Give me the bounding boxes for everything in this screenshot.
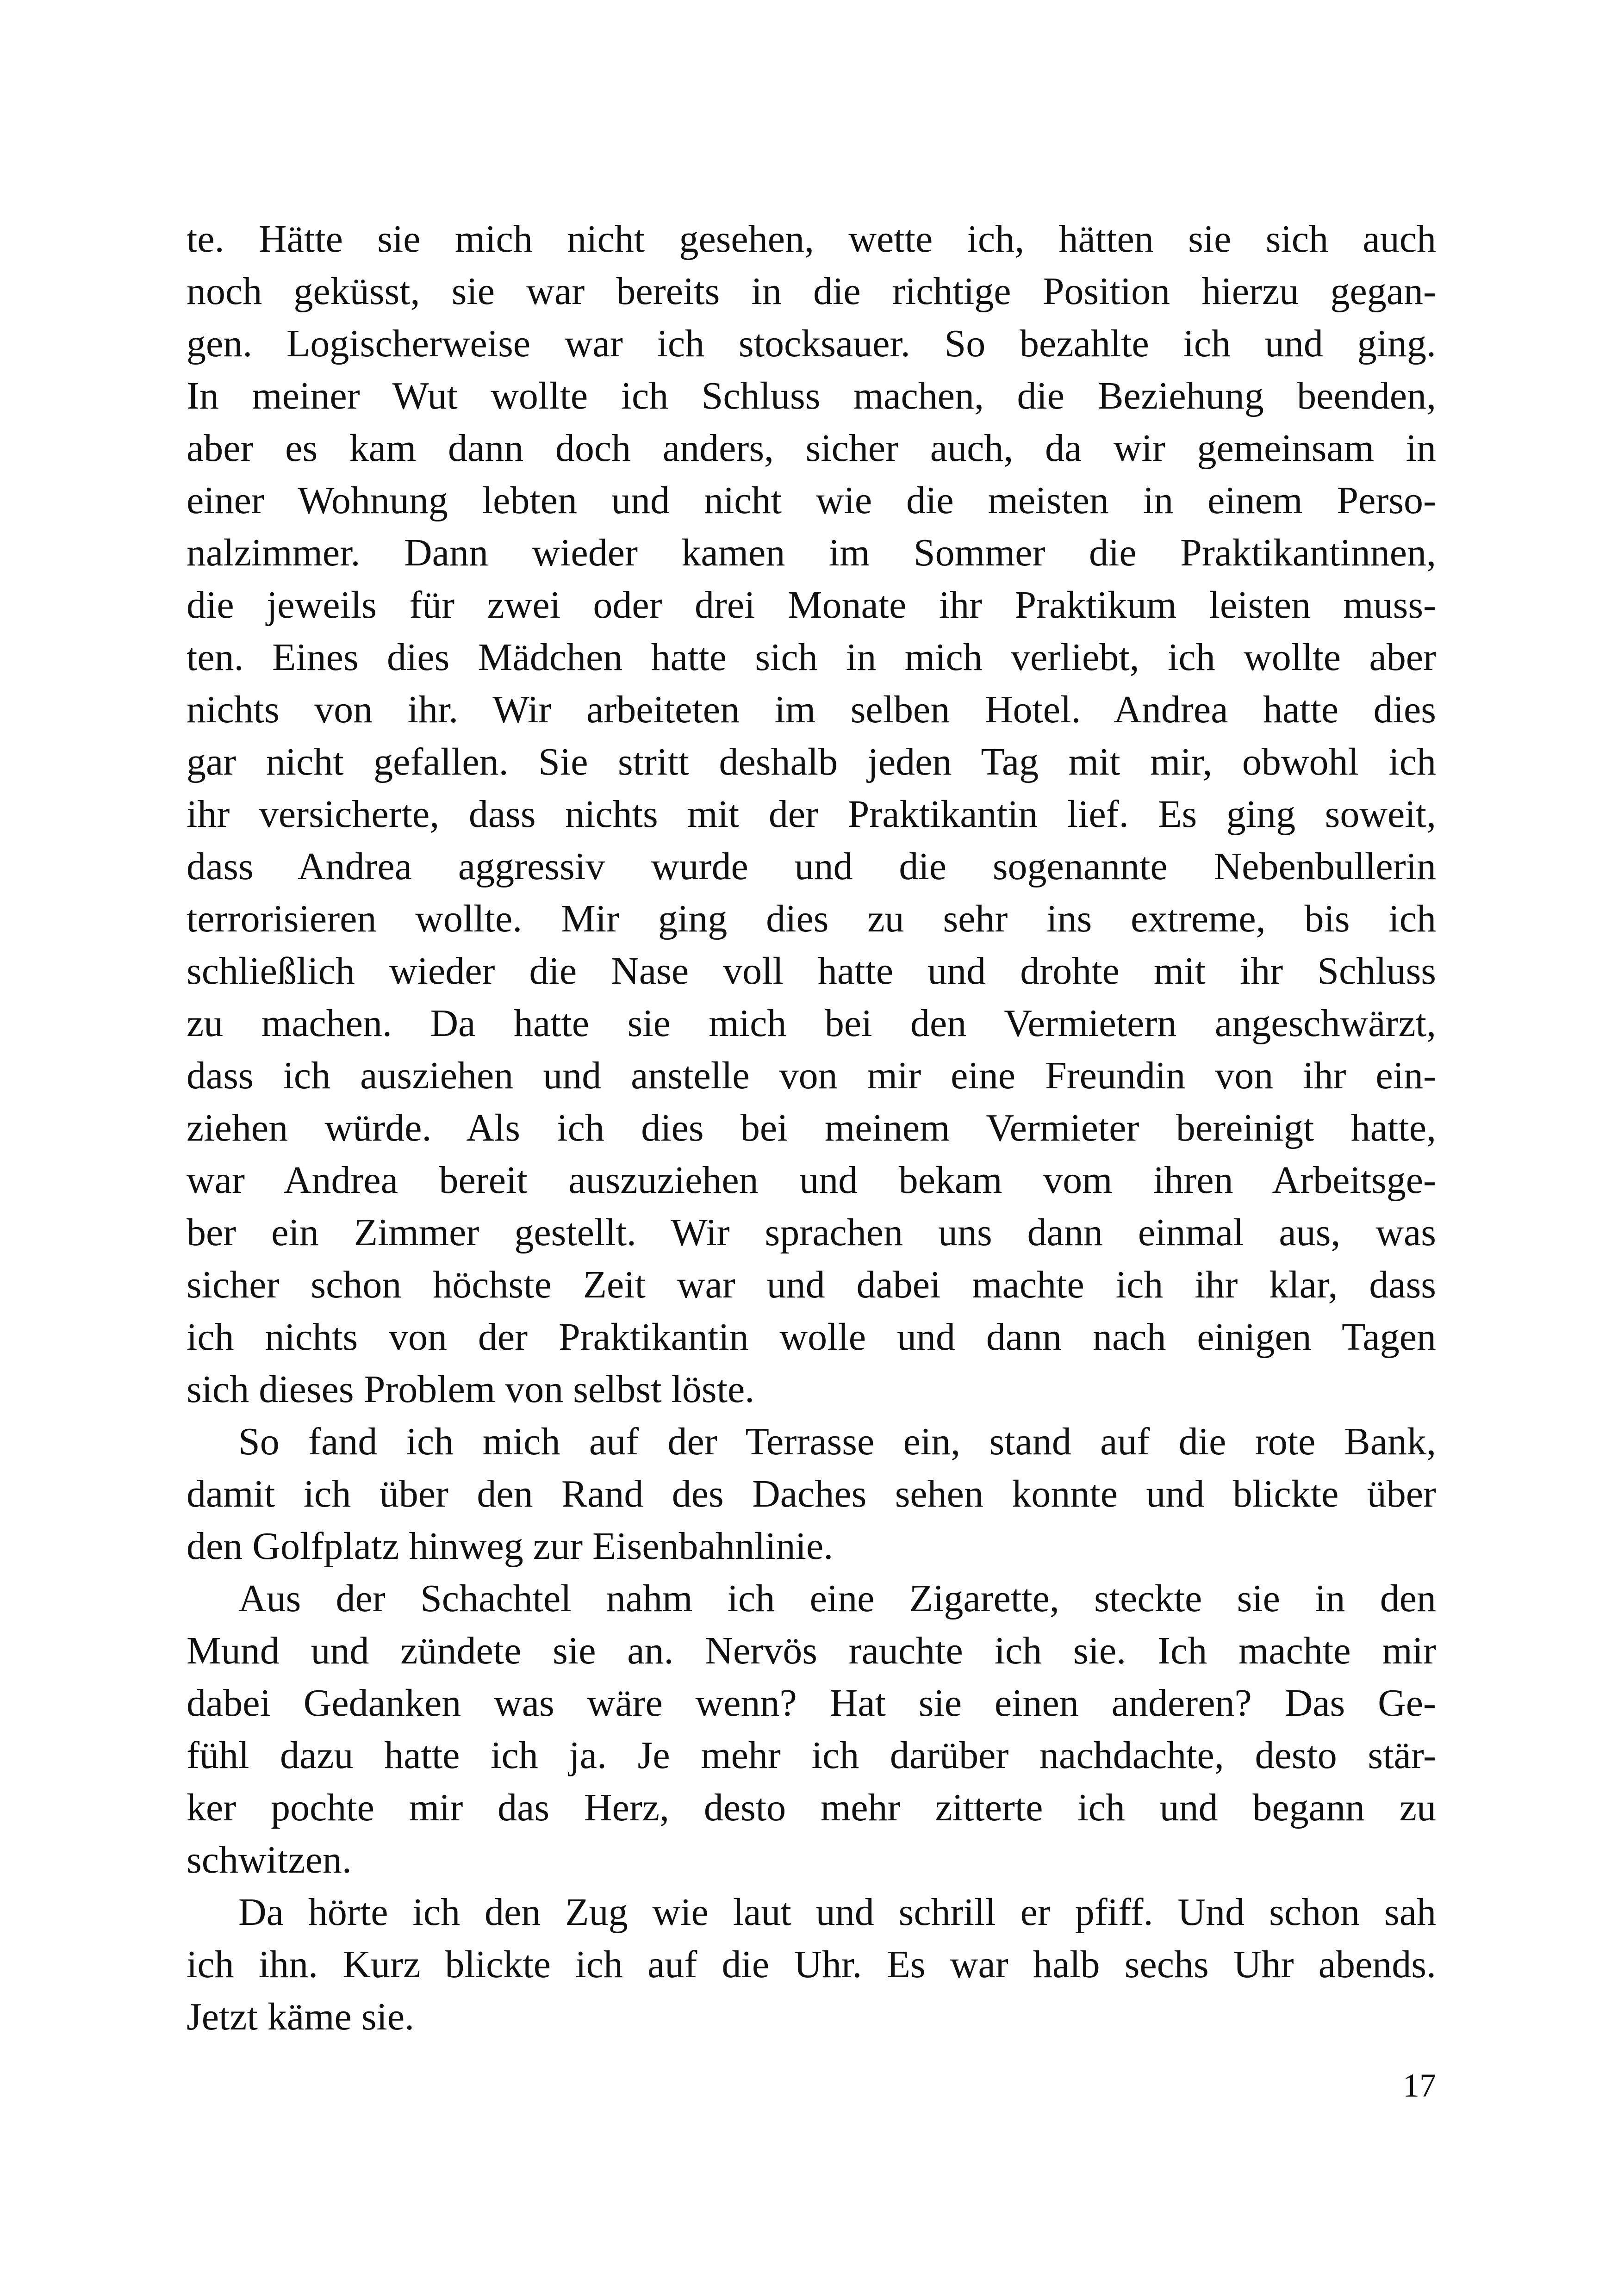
text-line: dabei Gedanken was wäre wenn? Hat sie einen anderen? Das Ge- — [187, 1682, 1436, 1725]
text-line: schwitzen. — [187, 1838, 352, 1881]
page-number: 17 — [1403, 2067, 1436, 2104]
text-line: ber ein Zimmer gestellt. Wir sprachen uns dann einmal aus, was — [187, 1211, 1436, 1254]
text-line: Jetzt käme sie. — [187, 1995, 415, 2038]
text-line: terrorisieren wollte. Mir ging dies zu sehr ins extreme, bis ich — [187, 897, 1436, 940]
paragraph-1 — [187, 213, 1436, 1415]
paragraph-3 — [187, 1572, 1436, 1886]
text-line: ziehen würde. Als ich dies bei meinem Vermieter bereinigt hatte, — [187, 1106, 1436, 1149]
text-line: nalzimmer. Dann wieder kamen im Sommer die Praktikantinnen, — [187, 531, 1436, 574]
text-line: sich dieses Problem von selbst löste. — [187, 1368, 755, 1411]
text-line: Aus der Schachtel nahm ich eine Zigarette, steckte sie in den — [238, 1577, 1436, 1620]
text-line: einer Wohnung lebten und nicht wie die meisten in einem Perso- — [187, 479, 1436, 522]
text-line: te. Hätte sie mich nicht gesehen, wette ich, hätten sie sich auch — [187, 217, 1436, 261]
text-line: schließlich wieder die Nase voll hatte und drohte mit ihr Schluss — [187, 949, 1436, 993]
text-line: gar nicht gefallen. Sie stritt deshalb jeden Tag mit mir, obwohl ich — [187, 740, 1436, 783]
text-line: noch geküsst, sie war bereits in die richtige Position hierzu gegan- — [187, 270, 1436, 313]
text-line: nichts von ihr. Wir arbeiteten im selben Hotel. Andrea hatte dies — [187, 688, 1436, 731]
text-line: war Andrea bereit auszuziehen und bekam vom ihren Arbeitsge- — [187, 1159, 1436, 1202]
body-text — [187, 213, 1436, 2043]
text-line: ihr versicherte, dass nichts mit der Praktikantin lief. Es ging soweit, — [187, 793, 1436, 836]
text-line: gen. Logischerweise war ich stocksauer. So bezahlte ich und ging. — [187, 322, 1436, 365]
text-line: In meiner Wut wollte ich Schluss machen, die Beziehung beenden, — [187, 374, 1436, 417]
text-line: ker pochte mir das Herz, desto mehr zitterte ich und begann zu — [187, 1786, 1436, 1829]
text-line: ich nichts von der Praktikantin wolle und dann nach einigen Tagen — [187, 1316, 1436, 1359]
text-line: fühl dazu hatte ich ja. Je mehr ich darüber nachdachte, desto stär- — [187, 1734, 1436, 1777]
text-line: den Golfplatz hinweg zur Eisenbahnlinie. — [187, 1525, 834, 1568]
text-line: So fand ich mich auf der Terrasse ein, stand auf die rote Bank, — [238, 1420, 1436, 1463]
text-line: Mund und zündete sie an. Nervös rauchte ich sie. Ich machte mir — [187, 1629, 1436, 1672]
text-line: dass Andrea aggressiv wurde und die sogenannte Nebenbullerin — [187, 845, 1436, 888]
text-line: ten. Eines dies Mädchen hatte sich in mich verliebt, ich wollte aber — [187, 636, 1436, 679]
text-line: zu machen. Da hatte sie mich bei den Vermietern angeschwärzt, — [187, 1002, 1436, 1045]
text-line: ich ihn. Kurz blickte ich auf die Uhr. Es war halb sechs Uhr abends. — [187, 1943, 1436, 1986]
text-line: sicher schon höchste Zeit war und dabei machte ich ihr klar, dass — [187, 1263, 1436, 1306]
text-line: die jeweils für zwei oder drei Monate ihr Praktikum leisten muss- — [187, 583, 1436, 627]
paragraph-2 — [187, 1415, 1436, 1572]
text-line: Da hörte ich den Zug wie laut und schrill er pfiff. Und schon sah — [238, 1891, 1436, 1934]
paragraph-4 — [187, 1886, 1436, 2043]
text-line: damit ich über den Rand des Daches sehen konnte und blickte über — [187, 1472, 1436, 1515]
text-line: aber es kam dann doch anders, sicher auch, da wir gemeinsam in — [187, 427, 1436, 470]
text-line: dass ich ausziehen und anstelle von mir eine Freundin von ihr ein- — [187, 1054, 1436, 1097]
